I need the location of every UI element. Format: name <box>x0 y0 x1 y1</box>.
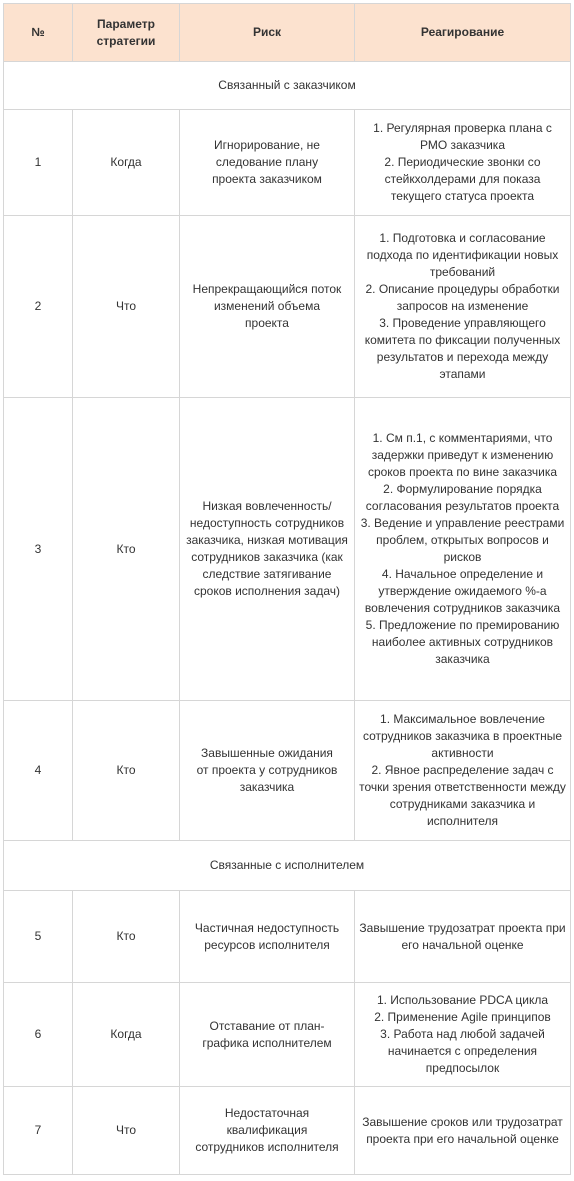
row-num: 6 <box>4 983 73 1087</box>
row-num: 4 <box>4 701 73 841</box>
row-response: Завышение трудозатрат проекта при его начальной оценке <box>355 891 571 983</box>
row-num: 1 <box>4 110 73 216</box>
table-row <box>4 1087 571 1175</box>
row-risk: Низкая вовлеченность/ недоступность сотрудников заказчика, низкая мотивация сотрудников заказчика (как следствие затягивание сроков исполнения задач) <box>180 398 355 701</box>
header-response: Реагирование <box>355 4 571 62</box>
row-risk: Непрекращающийся поток изменений объема проекта <box>180 216 355 398</box>
row-param: Кто <box>73 891 180 983</box>
row-num: 7 <box>4 1087 73 1175</box>
row-param: Когда <box>73 110 180 216</box>
risk-table <box>3 3 571 1175</box>
table-row <box>4 398 571 701</box>
row-num: 2 <box>4 216 73 398</box>
row-param: Когда <box>73 983 180 1087</box>
row-risk: Отставание от план-графика исполнителем <box>180 983 355 1087</box>
section-title-customer: Связанный с заказчиком <box>4 62 571 110</box>
header-param: Параметр стратегии <box>73 4 180 62</box>
row-response: 1. См п.1, с комментариями, что задержки приведут к изменению сроков проекта по вине заказчика 2. Формулирование порядка согласования результатов проекта 3. Ведение и управление реестрами проблем, открытых вопросов и рисков 4. Начальное определение и утверждение ожидаемого %-а вовлечения сотрудников заказчика 5. Предложение по премированию наиболее активных сотрудников заказчика <box>355 398 571 701</box>
row-risk: Завышенные ожидания от проекта у сотрудников заказчика <box>180 701 355 841</box>
row-param: Что <box>73 1087 180 1175</box>
section-row-customer <box>4 62 571 110</box>
table-row <box>4 701 571 841</box>
row-response: 1. Максимальное вовлечение сотрудников заказчика в проектные активности 2. Явное распределение задач с точки зрения ответственности между сотрудниками заказчика и исполнителя <box>355 701 571 841</box>
table-row <box>4 110 571 216</box>
row-risk: Частичная недоступность ресурсов исполнителя <box>180 891 355 983</box>
row-num: 5 <box>4 891 73 983</box>
section-row-contractor <box>4 841 571 891</box>
row-response: Завышение сроков или трудозатрат проекта при его начальной оценке <box>355 1087 571 1175</box>
row-response: 1. Использование PDCA цикла 2. Применение Agile принципов 3. Работа над любой задачей начинается с определения предпосылок <box>355 983 571 1087</box>
table-row <box>4 983 571 1087</box>
row-risk: Игнорирование, не следование плану проекта заказчиком <box>180 110 355 216</box>
row-response: 1. Регулярная проверка плана с РМО заказчика 2. Периодические звонки со стейкхолдерами для показа текущего статуса проекта <box>355 110 571 216</box>
row-param: Кто <box>73 701 180 841</box>
table-row <box>4 891 571 983</box>
table-header-row <box>4 4 571 62</box>
row-response: 1. Подготовка и согласование подхода по идентификации новых требований 2. Описание процедуры обработки запросов на изменение 3. Проведение управляющего комитета по фиксации полученных результатов и перехода между этапами <box>355 216 571 398</box>
section-title-contractor: Связанные с исполнителем <box>4 841 571 891</box>
row-risk: Недостаточная квалификация сотрудников исполнителя <box>180 1087 355 1175</box>
table-row <box>4 216 571 398</box>
header-risk: Риск <box>180 4 355 62</box>
row-param: Что <box>73 216 180 398</box>
row-num: 3 <box>4 398 73 701</box>
header-num: № <box>4 4 73 62</box>
row-param: Кто <box>73 398 180 701</box>
